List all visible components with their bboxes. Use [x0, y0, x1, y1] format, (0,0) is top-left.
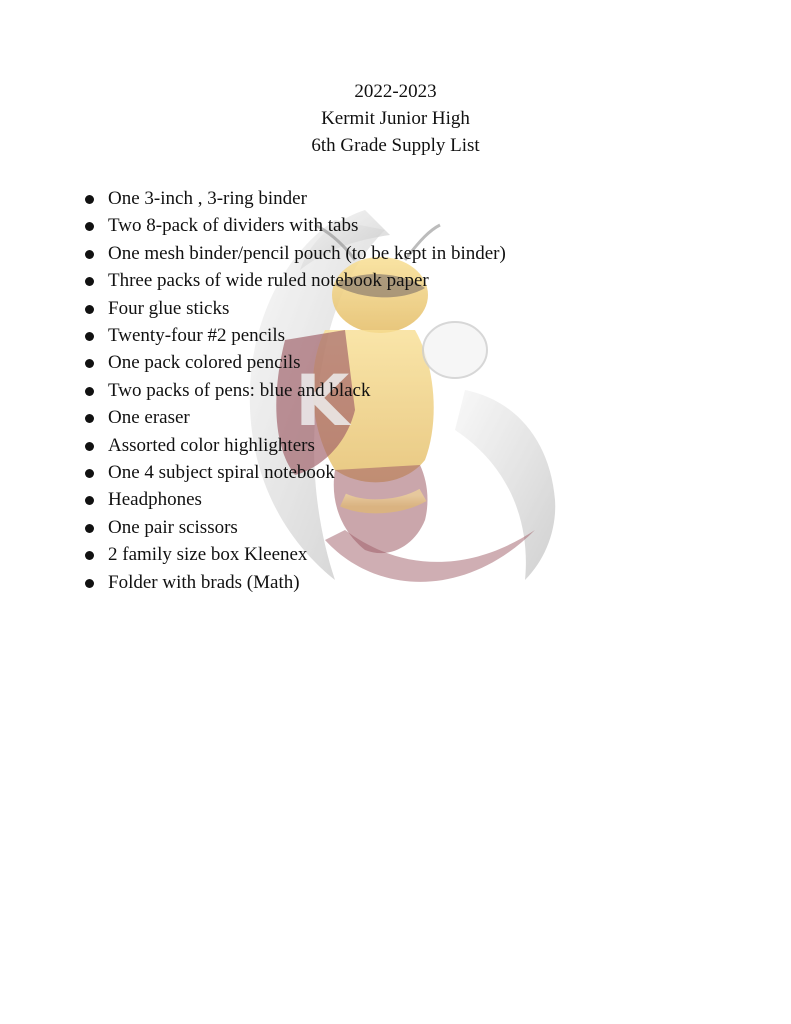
list-item-text: Four glue sticks	[108, 297, 230, 319]
list-item-text: One mesh binder/pencil pouch (to be kept in binder)	[108, 242, 506, 264]
mascot-letter: K	[295, 360, 350, 442]
list-item	[82, 322, 506, 349]
list-item-text: One 3-inch , 3-ring binder	[108, 188, 307, 209]
bullet-icon	[85, 524, 94, 533]
list-item	[82, 377, 506, 404]
bullet-icon	[85, 551, 94, 560]
list-item-text: One pack colored pencils	[108, 352, 301, 374]
list-item-text: Two packs of pens: blue and black	[108, 379, 371, 401]
bullet-icon	[85, 222, 94, 231]
bullet-icon	[85, 469, 94, 478]
list-item	[82, 486, 506, 513]
list-item	[82, 349, 506, 376]
list-item	[82, 569, 506, 596]
bullet-icon	[85, 496, 94, 505]
bullet-icon	[85, 332, 94, 341]
list-item-text: One 4 subject spiral notebook	[108, 462, 335, 484]
list-item	[82, 514, 506, 541]
bullet-icon	[85, 442, 94, 451]
list-item	[82, 541, 506, 568]
bullet-icon	[85, 579, 94, 588]
list-item-text: Assorted color highlighters	[108, 434, 315, 456]
document-header	[0, 78, 791, 159]
list-item-text: Three packs of wide ruled notebook paper	[108, 270, 429, 292]
list-title: 6th Grade Supply List	[311, 135, 480, 156]
school-name: Kermit Junior High	[321, 108, 470, 129]
list-item-text: Folder with brads (Math)	[108, 571, 300, 593]
list-item	[82, 240, 506, 267]
bullet-icon	[85, 250, 94, 259]
list-item-text: One eraser	[108, 407, 190, 429]
list-item	[82, 185, 506, 212]
list-item-text: Two 8-pack of dividers with tabs	[108, 215, 359, 237]
list-item	[82, 432, 506, 459]
list-item	[82, 459, 506, 486]
list-item	[82, 404, 506, 431]
bullet-icon	[85, 305, 94, 314]
list-item	[82, 267, 506, 294]
supply-list	[82, 185, 506, 596]
list-item-text: One pair scissors	[108, 516, 238, 538]
bullet-icon	[85, 277, 94, 286]
list-item-text: Headphones	[108, 489, 202, 511]
list-item-text: Twenty-four #2 pencils	[108, 325, 286, 347]
bullet-icon	[85, 414, 94, 423]
bullet-icon	[85, 359, 94, 368]
bullet-icon	[85, 387, 94, 396]
list-item-text: 2 family size box Kleenex	[108, 544, 308, 566]
list-item	[82, 295, 506, 322]
school-year: 2022-2023	[354, 81, 437, 102]
bullet-icon	[85, 195, 94, 204]
list-item	[82, 212, 506, 239]
